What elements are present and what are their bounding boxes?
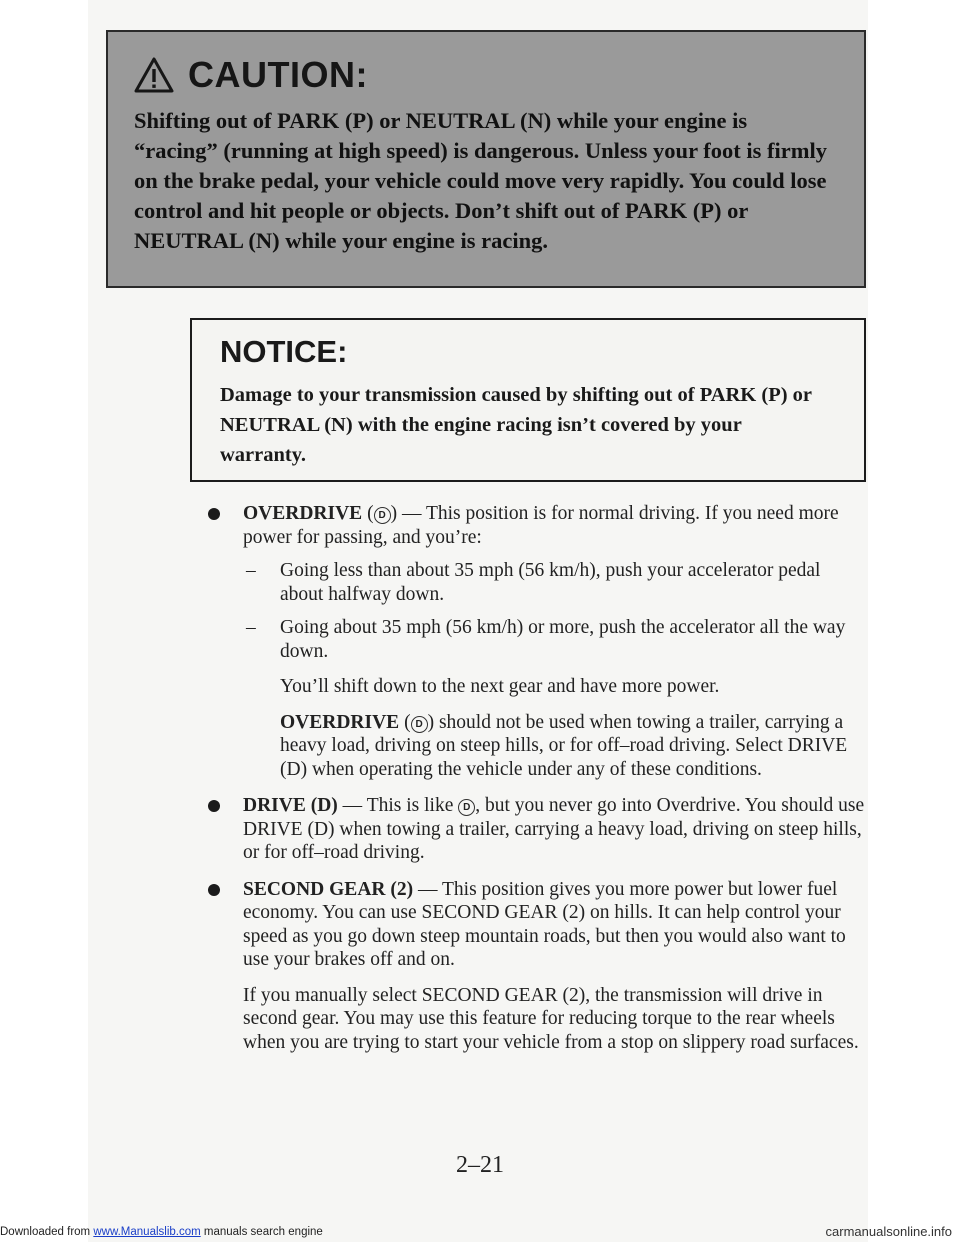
notice-text: Damage to your transmission caused by shifting out of PARK (P) or NEUTRAL (N) with the engine racing isn’t covered by your warranty.: [220, 384, 812, 466]
body-content: [206, 502, 866, 1067]
caution-heading: [134, 54, 838, 96]
overdrive-item: OVERDRIVE ( D ) — This position is for normal driving. If you need more power for passing, and you’re: – Going less than about 35 mph (56 km/h), push your accelerator pedal about halfway down. – Going about 35 mph (56 km/h) or more, push the accelerator all the way down. You’ll shift down to the next gear and have more power. OVERDRIVE ( D ) should not be used when towing a trailer, carrying a heavy load, driving on steep hills, or for off–road driving. Select DRIVE (D) when operating the vehicle under any of these conditions.: [206, 502, 866, 781]
drive-term: DRIVE (D): [243, 795, 338, 816]
caution-box: [106, 30, 866, 288]
manualslib-link[interactable]: www.Manualslib.com: [93, 1226, 201, 1238]
caution-title: CAUTION:: [188, 54, 368, 95]
drive-lead-b: , but you never go into Overdrive. You should use DRIVE (D) when towing a trailer, carrying a heavy load, driving on steep hills, or for off–road driving.: [243, 795, 865, 863]
caution-text: Shifting out of PARK (P) or NEUTRAL (N) while your engine is “racing” (running at high speed) is dangerous. Unless your foot is firmly on the brake pedal, your vehicle could move very rapidly. You could lose control and hit people or objects. Don’t shift out of PARK (P) or NEUTRAL (N) while your engine is racing.: [134, 108, 827, 253]
second-gear-term: SECOND GEAR (2): [243, 878, 414, 900]
download-footer: [0, 1226, 323, 1238]
second-gear-note: If you manually select SECOND GEAR (2), the transmission will drive in second gear. You may use this feature for reducing torque to the rear wheels when you are trying to start your vehicle from a stop on slippery road surfaces.: [243, 984, 859, 1053]
watermark-text: carmanualsonline.info: [825, 1224, 952, 1239]
warning-triangle-icon: [134, 57, 174, 93]
overdrive-note-1: You’ll shift down to the next gear and have more power.: [280, 676, 720, 697]
notice-title: NOTICE:: [220, 334, 348, 369]
notice-box: [190, 318, 866, 482]
drive-item: [206, 794, 866, 865]
overdrive-symbol-icon: D: [374, 507, 391, 524]
overdrive-note-2: OVERDRIVE ( D ) should not be used when towing a trailer, carrying a heavy load, driving on steep hills, or for off–road driving. Select DRIVE (D) when operating the vehicle under any of these conditions.: [280, 711, 848, 780]
second-gear-lead: — This position gives you more power but lower fuel economy. You can use SECOND GEAR (2) on hills. It can help control your speed as you go down steep mountain roads, but then you would also want to use your brakes off and on.: [243, 878, 846, 970]
dash-text-2: Going about 35 mph (56 km/h) or more, push the accelerator all the way down.: [280, 617, 846, 662]
overdrive-note-text: should not be used when towing a trailer, carrying a heavy load, driving on steep hills, or for off–road driving. Select DRIVE (D) when operating the vehicle under any of these conditions.: [280, 711, 848, 780]
bullet-dot: [208, 508, 220, 520]
bullet-dot: [208, 800, 220, 812]
dash-text-1: Going less than about 35 mph (56 km/h), push your accelerator pedal about halfway down.: [280, 560, 821, 605]
page-number: 2–21: [456, 1152, 504, 1178]
dash-item: [243, 559, 866, 606]
bullet-dot: [208, 884, 220, 896]
dash-mark: –: [246, 617, 256, 638]
drive-lead-a: — This is like: [337, 795, 459, 816]
footer-prefix: Downloaded from: [0, 1226, 94, 1238]
overdrive-term-2: OVERDRIVE: [280, 711, 400, 733]
overdrive-lead: — This position is for normal driving. If you need more power for passing, and you’re:: [243, 503, 839, 548]
overdrive-symbol-icon: D: [458, 799, 475, 816]
footer-suffix: manuals search engine: [200, 1226, 323, 1238]
dash-mark: –: [246, 560, 256, 581]
overdrive-term: OVERDRIVE: [243, 503, 363, 524]
second-gear-item: [206, 878, 866, 1055]
dash-item: [243, 616, 866, 663]
overdrive-symbol-icon: D: [411, 716, 428, 733]
